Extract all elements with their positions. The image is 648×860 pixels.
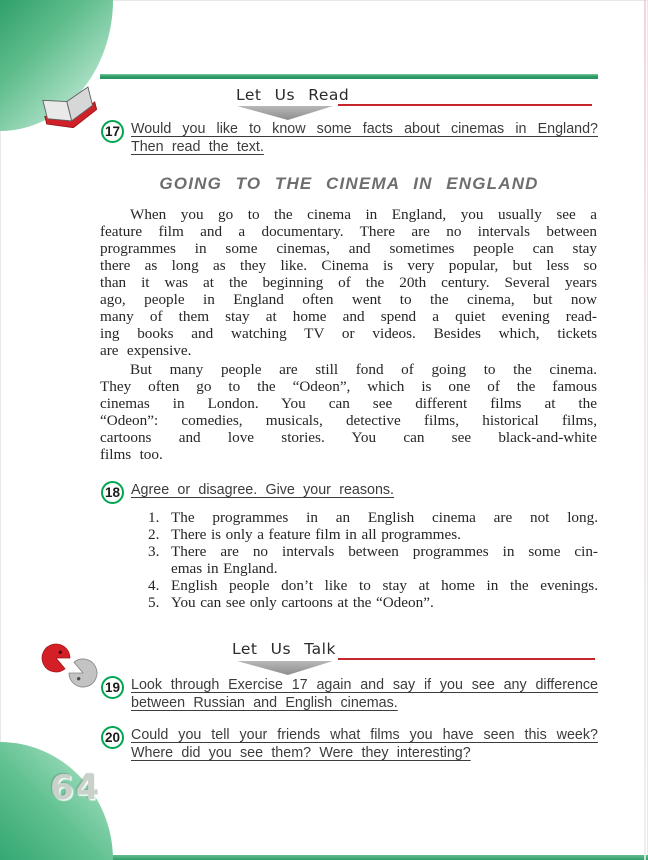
exercise-17 <box>100 120 598 156</box>
list-item-text: You can see only cartoons at the “Odeon”. <box>171 594 434 611</box>
paragraph-line: are expensive. <box>100 342 192 359</box>
page-number: 64 <box>50 768 102 808</box>
statements-list <box>148 509 598 611</box>
exercise-instruction-line: between Russian and English cinemas. <box>131 695 398 711</box>
exercise-number-badge: 18 <box>101 481 124 504</box>
top-green-bar <box>100 74 598 79</box>
exercise-19 <box>100 676 598 712</box>
paragraph-line: many of them stay at home and spend a quiet evening read- <box>100 308 597 325</box>
list-item-text: emas in England. <box>171 560 278 577</box>
article-paragraph-2 <box>100 361 597 463</box>
exercise-number-badge: 17 <box>101 120 124 143</box>
exercise-instruction-line: Look through Exercise 17 again and say if you see any difference <box>131 677 598 693</box>
list-item <box>148 594 598 611</box>
list-item-number: 2. <box>148 526 160 543</box>
paragraph-line: feature film and a documentary. There are no intervals between <box>100 223 597 240</box>
list-item-text: There is only a feature film in all programmes. <box>171 526 461 543</box>
list-item <box>148 543 598 560</box>
paragraph-line: When you go to the cinema in England, you usually see a <box>130 206 597 223</box>
section-title-talk: Let Us Talk <box>232 640 336 658</box>
down-arrow-icon <box>237 106 333 120</box>
article-title: GOING TO THE CINEMA IN ENGLAND <box>159 174 539 193</box>
list-item-continuation <box>148 560 598 577</box>
paragraph-line: than it was at the beginning of the 20th century. Several years <box>100 274 597 291</box>
down-arrow-icon <box>237 661 333 675</box>
paragraph-line: “Odeon”: comedies, musicals, detective films, historical films, <box>100 412 597 429</box>
talking-faces-icon <box>38 640 102 697</box>
paragraph-line: ago, people in England often went to the cinema, but now <box>100 291 597 308</box>
list-item <box>148 577 598 594</box>
exercise-instruction-line: Agree or disagree. Give your reasons. <box>131 482 395 498</box>
list-item-number: 1. <box>148 509 160 526</box>
list-item-text: The programmes in an English cinema are not long. <box>171 509 598 526</box>
exercise-number-badge: 20 <box>101 726 124 749</box>
exercise-20 <box>100 726 598 762</box>
exercise-instruction-line: Where did you see them? Were they interesting? <box>131 745 471 761</box>
exercise-instruction-line: Could you tell your friends what films you have seen this week? <box>131 727 598 743</box>
exercise-instruction-line: Would you like to know some facts about cinemas in England? <box>131 121 598 137</box>
talk-header-rule <box>338 658 595 660</box>
open-book-icon <box>38 82 102 143</box>
paragraph-line: They often go to the “Odeon”, which is one of the famous <box>100 378 597 395</box>
paragraph-line: cartoons and love stories. You can see black-and-white <box>100 429 597 446</box>
paragraph-line: ing books and watching TV or videos. Besides which, tickets <box>100 325 597 342</box>
exercise-18 <box>100 481 598 499</box>
list-item-number: 5. <box>148 594 160 611</box>
article-paragraph-1 <box>100 206 597 359</box>
exercise-number-badge: 19 <box>101 676 124 699</box>
list-item-number: 4. <box>148 577 160 594</box>
paragraph-line: there as long as they like. Cinema is very popular, but less so <box>100 257 597 274</box>
section-title-read: Let Us Read <box>236 86 350 104</box>
paragraph-line: But many people are still fond of going to the cinema. <box>130 361 597 378</box>
read-header-rule <box>338 104 592 106</box>
page-edge <box>644 0 646 860</box>
list-item <box>148 526 598 543</box>
paragraph-line: programmes in some cinemas, and sometimes people can stay <box>100 240 597 257</box>
list-item-text: English people don’t like to stay at home in the evenings. <box>171 577 598 594</box>
list-item <box>148 509 598 526</box>
exercise-instruction-line: Then read the text. <box>131 139 264 155</box>
list-item-text: There are no intervals between programmes in some cin- <box>171 543 598 560</box>
paragraph-line: cinemas in London. You can see different films at the <box>100 395 597 412</box>
list-item-number: 3. <box>148 543 160 560</box>
paragraph-line: films too. <box>100 446 163 463</box>
